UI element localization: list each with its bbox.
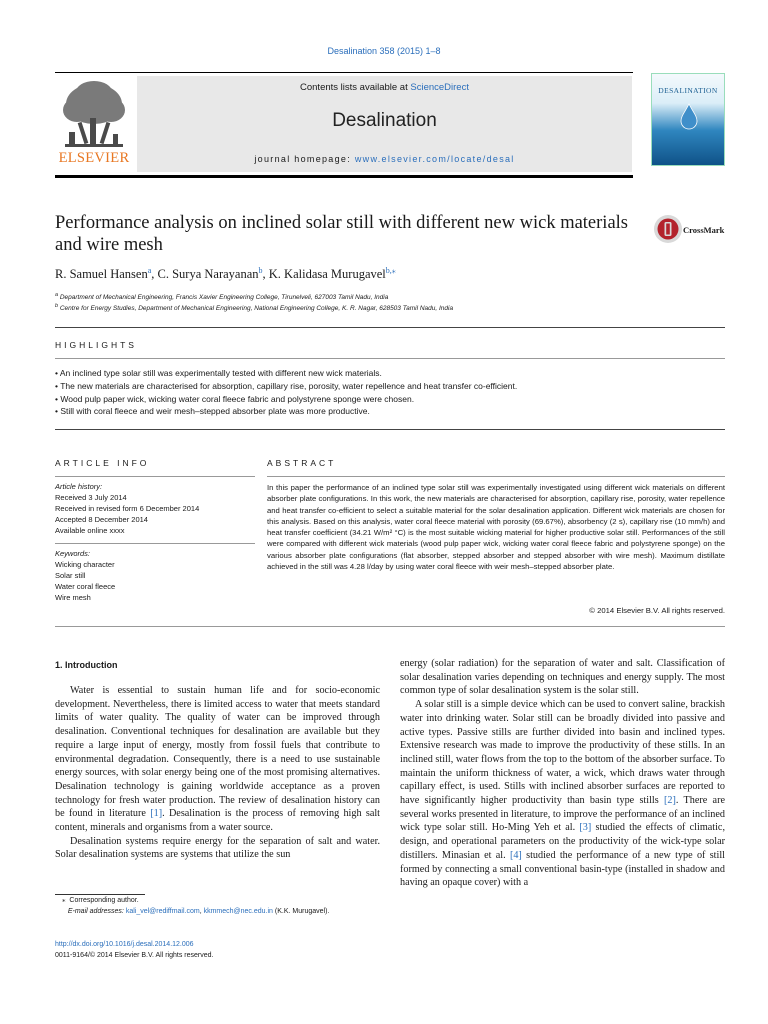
body-paragraph: Desalination systems require energy for the separation of salt and water. Solar desalination systems are systems that utilize the sun — [55, 835, 380, 861]
author-name[interactable]: K. Kalidasa Murugavel — [268, 267, 386, 282]
body-text: studied the effects of climatic, design, and operational parameters on the productivity of the wick-type solar distillers. Minasian et al. — [400, 822, 725, 861]
author-name[interactable]: R. Samuel Hansen — [55, 267, 148, 282]
header-bottom-rule — [55, 175, 633, 178]
divider — [55, 626, 725, 627]
reference-link[interactable]: [3] — [579, 822, 592, 834]
corresponding-author-note — [62, 896, 392, 907]
revised-date: Received in revised form 6 December 2014 — [55, 504, 200, 513]
divider — [55, 543, 255, 544]
keyword: Solar still — [55, 571, 86, 580]
keywords-block — [55, 548, 255, 603]
author-list — [55, 266, 396, 282]
body-paragraph — [55, 684, 380, 835]
body-paragraph — [400, 698, 725, 890]
affiliation-a — [55, 292, 388, 301]
highlight-item: • Wood pulp paper wick, wicking water coral fleece fabric and polystyrene sponge were chosen. — [55, 393, 715, 406]
email-link[interactable]: kali_vel@rediffmail.com — [125, 908, 200, 915]
abstract-copyright: © 2014 Elsevier B.V. All rights reserved. — [589, 606, 725, 615]
highlight-item: • Still with coral fleece and weir mesh–stepped absorber plate was more productive. — [55, 405, 715, 418]
highlight-item: • An inclined type solar still was experimentally tested with different new wick materials. — [55, 367, 715, 380]
email-link[interactable]: kkmmech@nec.edu.in — [203, 908, 273, 915]
footnote-marker: ⁎ — [62, 897, 66, 904]
crossmark-label[interactable]: CrossMark — [683, 225, 725, 235]
author-affiliation-marker[interactable]: b,⁎ — [385, 266, 396, 275]
article-info-heading: ARTICLE INFO — [55, 458, 150, 468]
author-affiliation-marker[interactable]: b — [258, 266, 263, 275]
author-name[interactable]: C. Surya Narayanan — [157, 267, 259, 282]
issn-copyright: 0011-9164/© 2014 Elsevier B.V. All rights reserved. — [55, 952, 214, 959]
affiliation-marker: a — [55, 292, 59, 298]
author-separator: , — [262, 267, 269, 282]
divider — [55, 476, 255, 477]
abstract-heading: ABSTRACT — [267, 458, 337, 468]
keyword: Water coral fleece — [55, 582, 116, 591]
homepage-link[interactable]: www.elsevier.com/locate/desal — [354, 154, 515, 164]
keyword: Wicking character — [55, 560, 115, 569]
keyword: Wire mesh — [55, 593, 91, 602]
highlight-item: • The new materials are characterised for absorption, capillary rise, porosity, water repellence and heat transfer co-efficient. — [55, 380, 715, 393]
body-paragraph: energy (solar radiation) for the separation of water and salt. Classification of solar desalination varies depending on techniques and energy supply. The most common type of solar desalination system is the solar still. — [400, 658, 725, 697]
affiliation-text: Department of Mechanical Engineering, Francis Xavier Engineering College, Tirunelveli, 627003 Tamil Nadu, India — [59, 294, 389, 302]
author-separator: , — [151, 267, 158, 282]
reference-link[interactable]: [1] — [150, 808, 163, 820]
body-text: Water is essential to sustain human life and for socio-economic development. Nevertheless, there is limited access to water that meets standard limits of water quality. The quality of water can be improved through desalination. Conventional techniques for desalination are available but they require a large input of energy, mostly from fossil fuels that contribute to environmental degradation. Consequently, there is a need to use sustainable energy sources, with solar energy being one of the most promising alternatives. Desalination technology is gaining worldwide acceptance as a proven technology for fresh water production. The review of desalination history can be found in literature — [55, 685, 380, 820]
header-top-rule — [55, 72, 633, 73]
section-heading: 1. Introduction — [55, 660, 118, 670]
email-label: E-mail addresses: — [67, 908, 126, 915]
divider — [55, 358, 725, 359]
body-text: . There are several works presented in literature, to improve the performance of an inclined wick type solar still. Ho-Ming Yeh et al. — [400, 795, 725, 834]
email-separator: , — [199, 908, 204, 915]
body-column-right — [400, 657, 725, 890]
highlights-list — [55, 367, 715, 418]
contents-line — [137, 82, 632, 93]
body-column-left — [55, 684, 380, 862]
affiliation-text: Centre for Energy Studies, Department of Mechanical Engineering, National Engineering College, K. R. Nagar, 628503 Tamil Nadu, India — [59, 305, 454, 313]
doi-link[interactable]: http://dx.doi.org/10.1016/j.desal.2014.12.006 — [55, 941, 194, 948]
sciencedirect-link[interactable]: ScienceDirect — [410, 82, 469, 93]
affiliation-marker: b — [55, 303, 59, 309]
author-affiliation-marker[interactable]: a — [147, 266, 152, 275]
body-text: A solar still is a simple device which can be used to convert saline, brackish water into drinking water. Solar still can be broadly divided into passive and active types. Passive stills are further divided into basin and inclined types. Extensive research was made to improve the productivity of these stills. In an inclined still, water flows from the top to the bottom of the absorber surface. To maintain the uniform thickness of water, a wick, which draws water through capillary effect, is used. Stills with inclined absorber surfaces are reported to have significantly higher productivity than basin type stills — [400, 699, 725, 807]
online-date: Available online xxxx — [55, 526, 125, 535]
email-footnote — [62, 907, 392, 918]
received-date: Received 3 July 2014 — [55, 493, 127, 502]
crossmark-icon[interactable] — [653, 214, 683, 244]
divider — [55, 429, 725, 430]
footnote-rule — [55, 894, 145, 895]
abstract-text: In this paper the performance of an inclined type solar still was experimentally investigated using different wick materials on different absorber plate configurations. In this work, the new materials are characterised for absorption, capillary rise, porosity, water repellence and heat transfer co-efficient to select a suitable material for the solar desalination application. Different wick materials are chosen for this analysis. Based on this analysis, water coral fleece material with porosity (69.67%), absorbency (2 s), capillary rise (10 mm/h) and heat transfer coefficient (34.21 W/m² °C) is the most suitable wicking material for higher productive solar still. Performances of the still were compared with different wick materials (wood pulp paper wick, wicking water coral fleece fabric and polystyrene sponge) on the various absorber plate configurations (flat absorber, stepped absorber and stepped absorber with wire mesh). Maximum distillate achieved in the still was 4.28 l/day by using water coral fleece with weir mesh–stepped absorber plate. — [267, 483, 725, 572]
journal-name: Desalination — [332, 110, 437, 131]
email-suffix: (K.K. Murugavel). — [272, 908, 330, 915]
journal-citation[interactable]: Desalination 358 (2015) 1–8 — [327, 46, 441, 56]
body-text: studied the performance of a new type of still formed by connecting a small conventional basin-type (installed in shadow and having an opaque cover) with a — [400, 849, 725, 889]
highlights-heading: HIGHLIGHTS — [55, 340, 137, 350]
article-title: Performance analysis on inclined solar still with different new wick materials and wire mesh — [55, 213, 628, 255]
contents-prefix: Contents lists available at — [300, 82, 411, 93]
divider — [267, 476, 725, 477]
keywords-label: Keywords: — [55, 549, 91, 558]
history-label: Article history: — [55, 482, 103, 491]
homepage-prefix: journal homepage: — [254, 154, 355, 164]
body-text: . Desalination is the process of removing high salt content, minerals and organisms from a water source. — [55, 808, 380, 834]
reference-link[interactable]: [4] — [509, 849, 522, 861]
elsevier-wordmark: ELSEVIER — [58, 150, 130, 166]
accepted-date: Accepted 8 December 2014 — [55, 515, 148, 524]
divider — [55, 327, 725, 328]
corresponding-label: Corresponding author. — [69, 897, 139, 904]
cover-title: DESALINATION — [658, 86, 718, 95]
journal-homepage-line — [137, 154, 632, 164]
reference-link[interactable]: [2] — [664, 795, 676, 807]
affiliation-b — [55, 303, 453, 312]
article-history — [55, 481, 255, 536]
